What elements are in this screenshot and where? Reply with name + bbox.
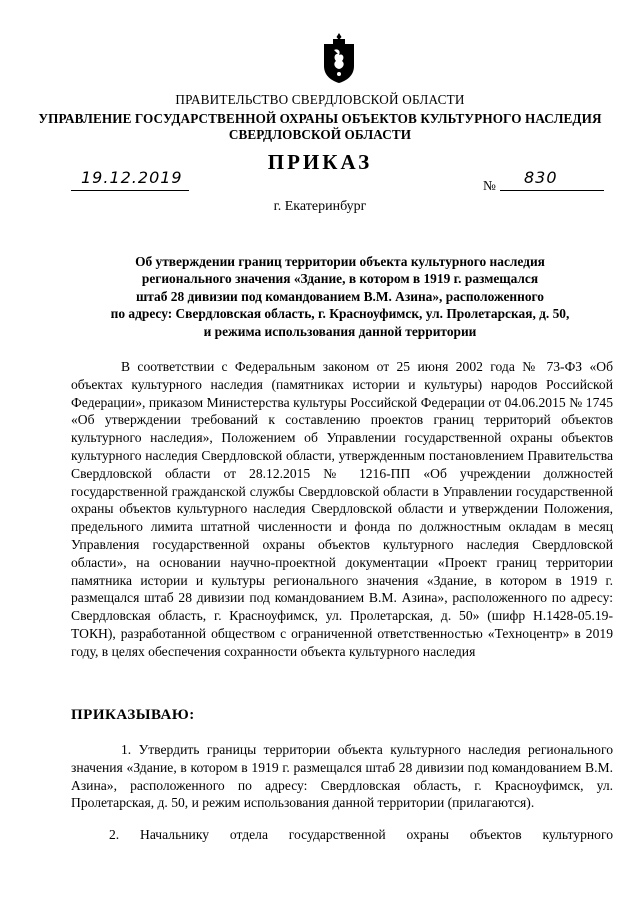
title-line-5: и режима использования данной территории: [203, 323, 477, 339]
title-line-1: Об утверждении границ территории объекта культурного наследия: [135, 254, 545, 269]
title-line-2: регионального значения «Здание, в котором в 1919 г. размещался: [141, 271, 539, 287]
date-field: [71, 170, 189, 191]
handwritten-date: 19.12.2019: [81, 168, 183, 187]
government-name: ПРАВИТЕЛЬСТВО СВЕРДЛОВСКОЙ ОБЛАСТИ: [175, 92, 465, 107]
department-line-2: СВЕРДЛОВСКОЙ ОБЛАСТИ: [228, 127, 412, 142]
handwritten-number: 830: [524, 168, 558, 187]
preamble-paragraph: В соответствии с Федеральным законом от 25 июня 2002 года № 73-ФЗ «Об объектах культурного наследия (памятниках истории и культуры) народов Российской Федерации», приказом Министерства культуры Российской Федерации от 04.06.2015 № 1745 «Об утверждении требований к составлению проектов границ территорий объектов культурного наследия», Положением об Управлении государственной охраны объектов культурного наследия Свердловской области, утвержденным постановлением Правительства Свердловской области от 28.12.2015 № 1216-ПП «Об учреждении должностей государственной гражданской службы Свердловской области в Управлении государственной охраны объектов культурного наследия Свердловской области и утверждении Положения, предельного лимита штатной численности и фонда по должностным окладам в месяц Управления государственной охраны объектов культурного наследия Свердловской области», на основании научно-проектной документации «Проект границ территории памятника истории и культуры регионального значения «Здание, в котором в 1919 г. размещался штаб 28 дивизии под командованием В.М. Азина», расположенного по адресу: Свердловская область, г. Красноуфимск, ул. Пролетарская, д. 50» (шифр Н.1428-05.19-ТОКН), разработанной обществом с ограниченной ответственностью «Техноцентр» в 2019 году, в целях обеспечения сохранности объекта культурного наследия: [71, 359, 613, 659]
department-line-1: УПРАВЛЕНИЕ ГОСУДАРСТВЕННОЙ ОХРАНЫ ОБЪЕКТОВ КУЛЬТУРНОГО НАСЛЕДИЯ: [38, 111, 602, 126]
number-field: [500, 168, 604, 191]
title-line-4: по адресу: Свердловская область, г. Красноуфимск, ул. Пролетарская, д. 50,: [110, 306, 570, 322]
coat-of-arms-icon: [322, 32, 356, 84]
document-type: ПРИКАЗ: [267, 150, 373, 174]
title-line-3: штаб 28 дивизии под командованием В.М. Азина», расположенного: [135, 288, 544, 304]
order-heading: ПРИКАЗЫВАЮ:: [71, 707, 195, 723]
number-label: №: [483, 178, 496, 193]
document-title: [60, 253, 620, 340]
city: г. Екатеринбург: [273, 199, 367, 214]
order-item-2: 2. Начальнику отдела государственной охраны объектов культурного: [109, 827, 613, 842]
department-name: [0, 111, 640, 143]
order-item-1: 1. Утвердить границы территории объекта культурного наследия регионального значения «Здание, в котором в 1919 г. размещался штаб 28 дивизии под командованием В.М. Азина», расположенного по адресу: Свердловская область, г. Красноуфимск, ул. Пролетарская, д. 50, и режим использования данной территории (прилагаются).: [71, 742, 613, 811]
